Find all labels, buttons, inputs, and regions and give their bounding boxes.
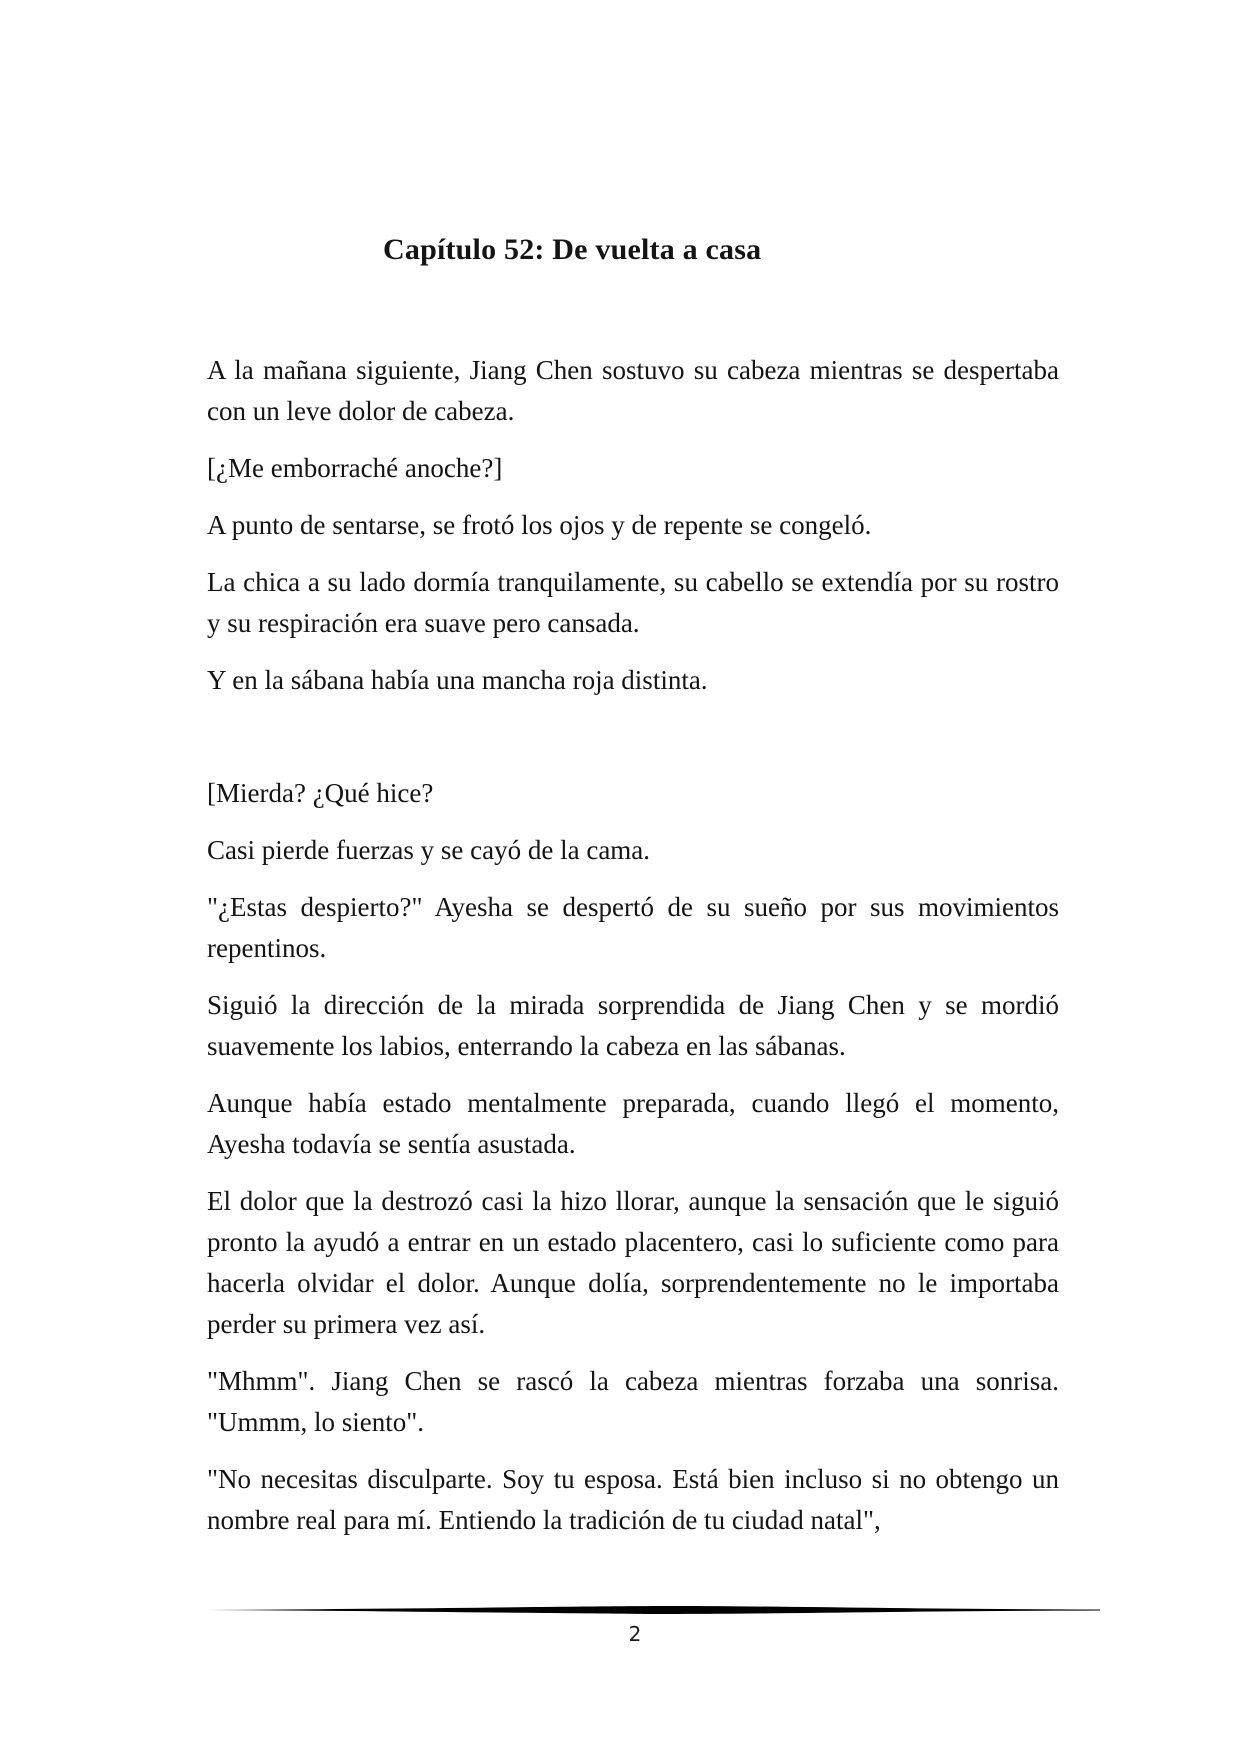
paragraph: Siguió la dirección de la mirada sorprendida de Jiang Chen y se mordió suavemente los labios, enterrando la cabeza en las sábanas. [207, 990, 1059, 1061]
paragraph: [Mierda? ¿Qué hice? [207, 778, 434, 808]
paragraph: [¿Me emborraché anoche?] [207, 453, 503, 483]
paragraph: Aunque había estado mentalmente preparada, cuando llegó el momento, Ayesha todavía se sentía asustada. [207, 1088, 1059, 1159]
paragraph: "Mhmm". Jiang Chen se rascó la cabeza mientras forzaba una sonrisa. "Ummm, lo siento". [207, 1366, 1059, 1437]
paragraph: Casi pierde fuerzas y se cayó de la cama. [207, 835, 651, 865]
paragraph: A la mañana siguiente, Jiang Chen sostuvo su cabeza mientras se despertaba con un leve dolor de cabeza. [207, 355, 1059, 426]
footer-divider [207, 1603, 1100, 1617]
page-number: 2 [628, 1622, 642, 1646]
paragraph: Y en la sábana había una mancha roja distinta. [207, 665, 708, 695]
paragraph: La chica a su lado dormía tranquilamente, su cabello se extendía por su rostro y su respiración era suave pero cansada. [207, 567, 1059, 638]
paragraph: El dolor que la destrozó casi la hizo llorar, aunque la sensación que le siguió pronto la ayudó a entrar en un estado placentero, casi lo suficiente como para hacerla olvidar el dolor. Aunque dolía, sorprendentemente no le importaba perder su primera vez así. [207, 1186, 1059, 1339]
chapter-body [207, 350, 1059, 1557]
paragraph: "No necesitas disculparte. Soy tu esposa. Está bien incluso si no obtengo un nombre real para mí. Entiendo la tradición de tu ciudad natal", [207, 1464, 1059, 1535]
paragraph: "¿Estas despierto?" Ayesha se despertó de su sueño por sus movimientos repentinos. [207, 892, 1059, 963]
chapter-title: Capítulo 52: De vuelta a casa [383, 233, 762, 266]
paragraph: A punto de sentarse, se frotó los ojos y de repente se congeló. [207, 510, 872, 540]
